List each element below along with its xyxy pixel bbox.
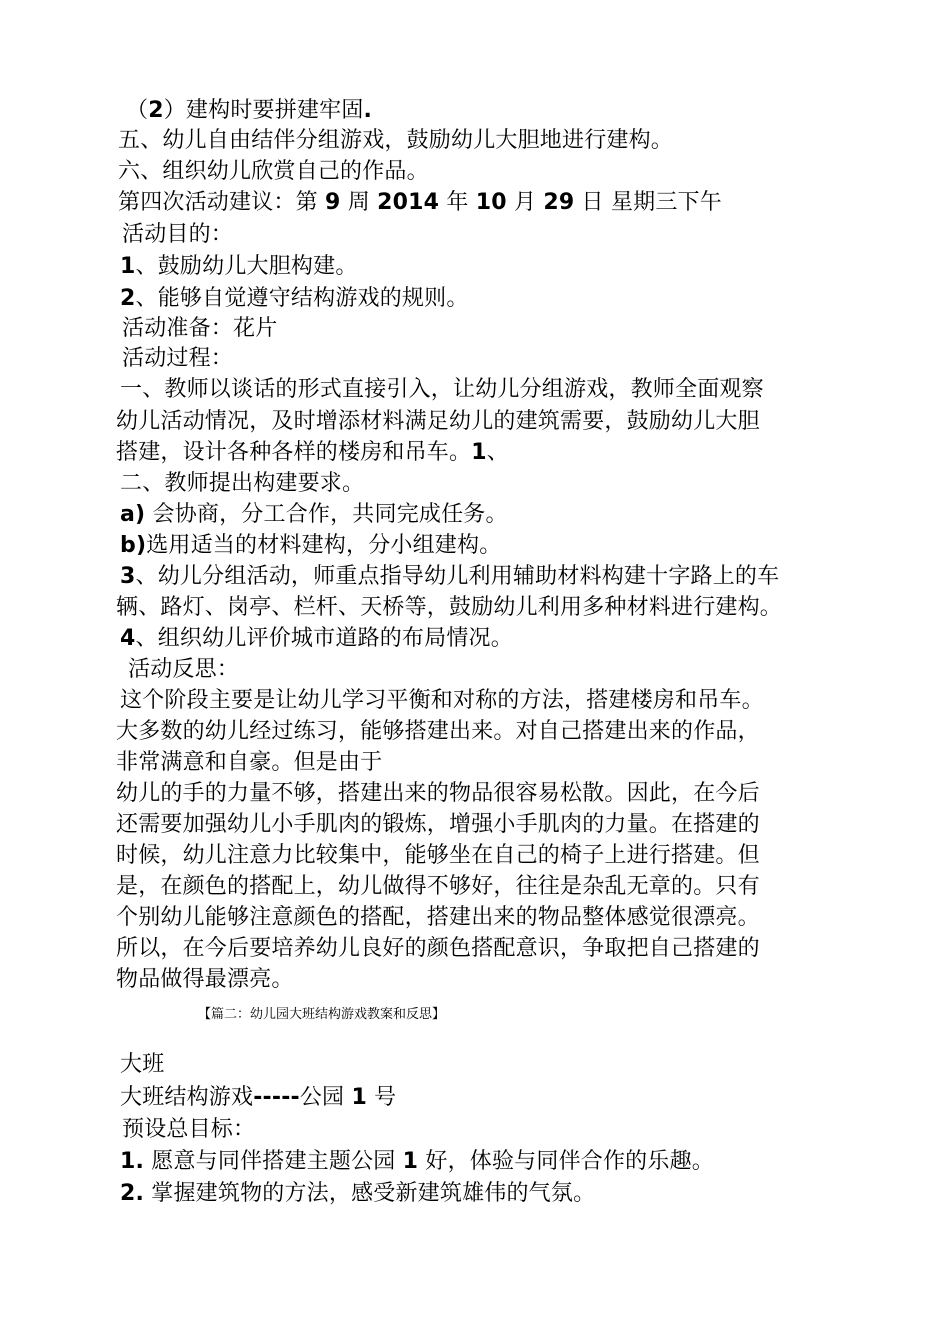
text-line: 五、幼儿自由结伴分组游戏，鼓励幼儿大胆地进行建构。 — [118, 128, 674, 153]
text-line: 2、能够自觉遵守结构游戏的规则。 — [120, 286, 469, 311]
text-line: 辆、路灯、岗亭、栏杆、天桥等，鼓励幼儿利用多种材料进行建构。 — [116, 595, 783, 620]
text-line: 大班结构游戏-----公园 1 号 — [120, 1085, 397, 1110]
text-line: 大班 — [120, 1052, 165, 1077]
text-line: 六、组织幼儿欣赏自己的作品。 — [118, 159, 429, 184]
text-line: 活动反思： — [128, 657, 240, 682]
text-line: a) 会协商，分工合作，共同完成任务。 — [120, 502, 508, 527]
text-line: 个别幼儿能够注意颜色的搭配，搭建出来的物品整体感觉很漂亮。 — [116, 905, 760, 930]
text-line: 2. 掌握建筑物的方法，感受新建筑雄伟的气氛。 — [120, 1181, 596, 1206]
section-caption: 【篇二：幼儿园大班结构游戏教案和反思】 — [198, 1007, 446, 1022]
text-line: 1、鼓励幼儿大胆构建。 — [120, 254, 358, 279]
text-line: 4、组织幼儿评价城市道路的布局情况。 — [120, 626, 513, 651]
text-line: 这个阶段主要是让幼儿学习平衡和对称的方法，搭建楼房和吊车。 — [120, 688, 764, 713]
text-line: 活动准备：花片 — [122, 316, 278, 341]
text-line: 二、教师提出构建要求。 — [120, 471, 365, 496]
text-line: 一、教师以谈话的形式直接引入，让幼儿分组游戏，教师全面观察 — [120, 377, 764, 402]
text-line: 活动过程： — [122, 346, 234, 371]
text-line: b)选用适当的材料建构，分小组建构。 — [120, 533, 502, 558]
text-line: 非常满意和自豪。但是由于 — [116, 750, 383, 775]
text-line: 1. 愿意与同伴搭建主题公园 1 好，体验与同伴合作的乐趣。 — [120, 1149, 714, 1174]
text-line: 3、幼儿分组活动，师重点指导幼儿利用辅助材料构建十字路上的车 — [120, 564, 780, 589]
text-line: 搭建，设计各种各样的楼房和吊车。1、 — [116, 440, 509, 465]
text-line: 大多数的幼儿经过练习，能够搭建出来。对自己搭建出来的作品， — [116, 719, 760, 744]
text-line: 预设总目标： — [122, 1117, 256, 1142]
text-line: 第四次活动建议：第 9 周 2014 年 10 月 29 日 星期三下午 — [118, 190, 722, 215]
text-line: 还需要加强幼儿小手肌肉的锻炼，增强小手肌肉的力量。在搭建的 — [116, 812, 760, 837]
text-line: （2）建构时要拼建牢固. — [126, 98, 373, 123]
text-line: 时候，幼儿注意力比较集中，能够坐在自己的椅子上进行搭建。但 — [116, 843, 760, 868]
text-line: 幼儿活动情况，及时增添材料满足幼儿的建筑需要，鼓励幼儿大胆 — [116, 409, 760, 434]
text-line: 活动目的： — [122, 222, 234, 247]
text-line: 是，在颜色的搭配上，幼儿做得不够好，往往是杂乱无章的。只有 — [116, 874, 760, 899]
text-line: 所以，在今后要培养幼儿良好的颜色搭配意识，争取把自己搭建的 — [116, 936, 760, 961]
text-line: 幼儿的手的力量不够，搭建出来的物品很容易松散。因此，在今后 — [116, 781, 760, 806]
text-line: 物品做得最漂亮。 — [116, 967, 294, 992]
